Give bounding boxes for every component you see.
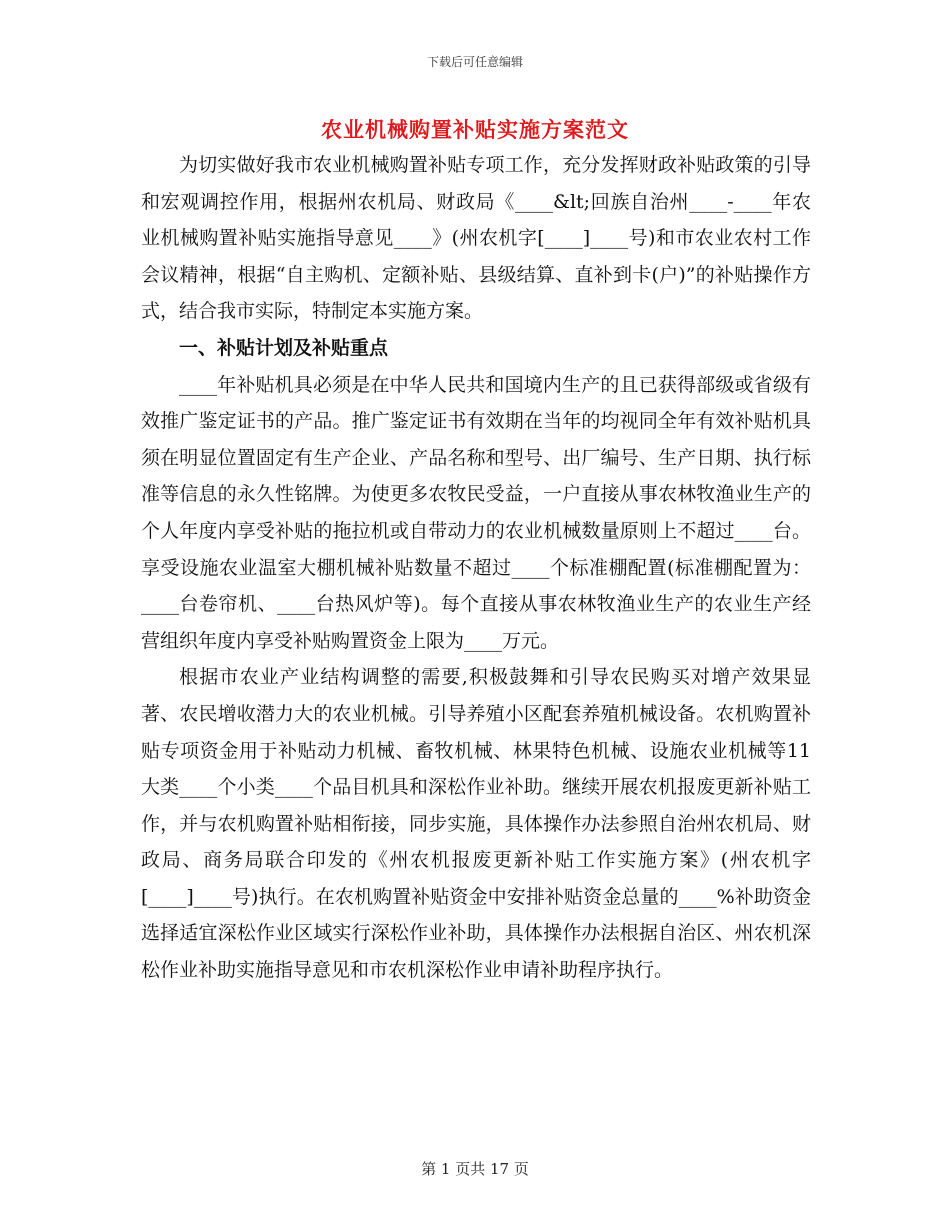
- page-number: 第 1 页共 17 页: [421, 1160, 529, 1178]
- section-heading-subsidy-plan: 一、补贴计划及补贴重点: [179, 336, 389, 359]
- paragraph-intro: 为切实做好我市农业机械购置补贴专项工作，充分发挥财政补贴政策的引导和宏观调控作用，根据州农机局、财政局《____&lt;回族自治州____-____年农业机械购置补贴实施指导意见____》(州农机字[____]____号)和市农业农村工作会议精神，根据“自主购机、定额补贴、县级结算、直补到卡(户)”的补贴操作方式，结合我市实际，特制定本实施方案。: [141, 154, 811, 323]
- paragraph-subsidy-machinery: ____年补贴机具必须是在中华人民共和国境内生产的且已获得部级或省级有效推广鉴定证书的产品。推广鉴定证书有效期在当年的均视同全年有效补贴机具须在明显位置固定有生产企业、产品名称和型号、出厂编号、生产日期、执行标准等信息的永久性铭牌。为使更多农牧民受益，一户直接从事农林牧渔业生产的个人年度内享受补贴的拖拉机或自带动力的农业机械数量原则上不超过____台。享受设施农业温室大棚机械补贴数量不超过____个标准棚配置(标准棚配置为：____台卷帘机、____台热风炉等)。每个直接从事农林牧渔业生产的农业生产经营组织年度内享受补贴购置资金上限为____万元。: [141, 373, 811, 652]
- document-body: [141, 147, 811, 989]
- paragraph-industry-structure: 根据市农业产业结构调整的需要,积极鼓舞和引导农民购买对增产效果显著、农民增收潜力大的农业机械。引导养殖小区配套养殖机械设备。农机购置补贴专项资金用于补贴动力机械、畜牧机械、林果特色机械、设施农业机械等11大类____个小类____个品目机具和深松作业补助。继续开展农机报废更新补贴工作，并与农机购置补贴相衔接，同步实施，具体操作办法参照自治州农机局、财政局、商务局联合印发的《州农机报废更新补贴工作实施方案》(州农机字[____]____号)执行。在农机购置补贴资金中安排补贴资金总量的____%补助资金选择适宜深松作业区域实行深松作业补助，具体操作办法根据自治区、州农机深松作业补助实施指导意见和市农机深松作业申请补助程序执行。: [141, 666, 811, 982]
- page-header-note: 下载后可任意编辑: [426, 55, 523, 69]
- document-title: 农业机械购置补贴实施方案范文: [321, 117, 629, 142]
